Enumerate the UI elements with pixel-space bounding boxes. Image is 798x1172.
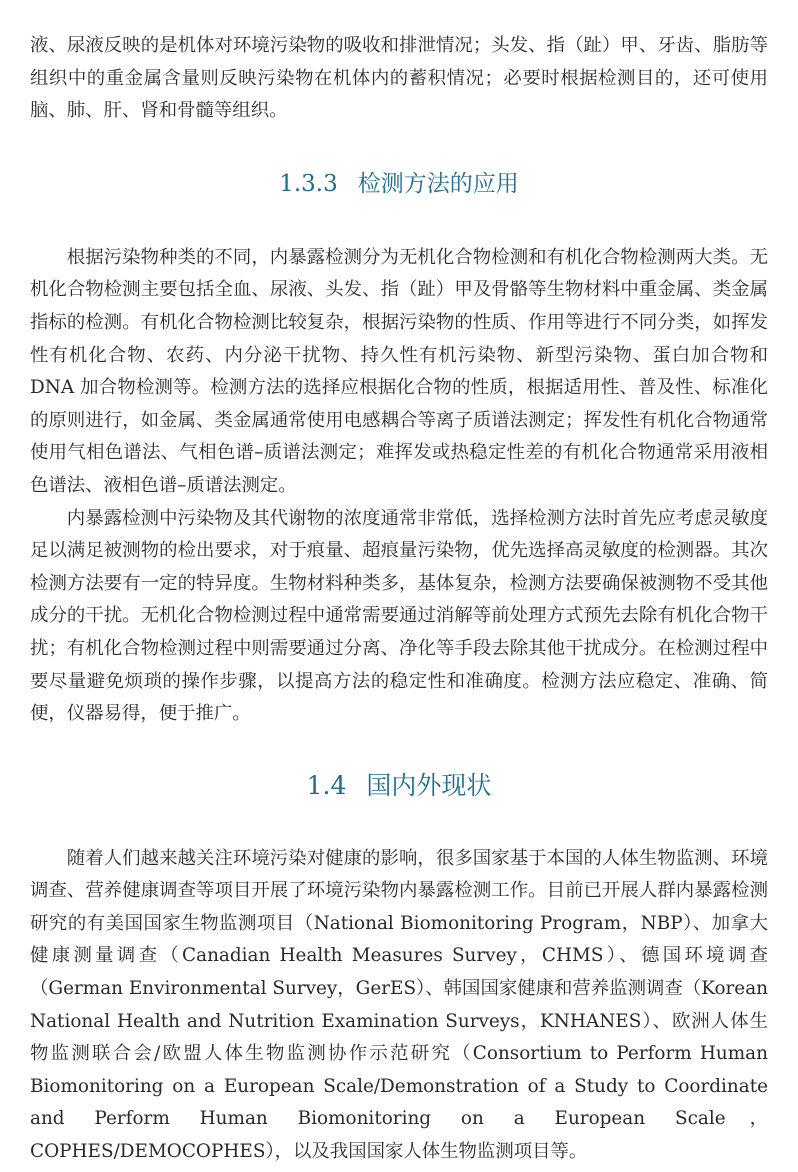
section-title: 国内外现状 [366, 770, 492, 800]
section-title: 检测方法的应用 [357, 170, 519, 197]
section-heading-1-3-3 [30, 168, 768, 200]
intro-paragraph: 液、尿液反映的是机体对环境污染物的吸收和排泄情况；头发、指（趾）甲、牙齿、脂肪等组织中的重金属含量则反映污染物在机体内的蓄积情况；必要时根据检测目的，还可使用脑、肺、肝、肾和骨髓等组织。 [30, 35, 768, 122]
document-page [30, 0, 768, 1169]
body-paragraph: 内暴露检测中污染物及其代谢物的浓度通常非常低，选择检测方法时首先应考虑灵敏度足以满足被测物的检出要求，对于痕量、超痕量污染物，优先选择高灵敏度的检测器。其次检测方法要有一定的特异度。生物材料种类多，基体复杂，检测方法要确保被测物不受其他成分的干扰。无机化合物检测过程中通常需要通过消解等前处理方式预先去除有机化合物干扰；有机化合物检测过程中则需要通过分离、净化等手段去除其他干扰成分。在检测过程中要尽量避免烦琐的操作步骤，以提高方法的稳定性和准确度。检测方法应稳定、准确、简便，仪器易得，便于推广。 [30, 507, 768, 725]
section-number: 1.4 [306, 770, 347, 800]
section-heading-1-4 [30, 769, 768, 803]
body-paragraph: 根据污染物种类的不同，内暴露检测分为无机化合物检测和有机化合物检测两大类。无机化合物检测主要包括全血、尿液、头发、指（趾）甲及骨骼等生物材料中重金属、类金属指标的检测。有机化合物检测比较复杂，根据污染物的性质、作用等进行不同分类，如挥发性有机化合物、农药、内分泌干扰物、持久性有机污染物、新型污染物、蛋白加合物和 DNA 加合物检测等。检测方法的选择应根据化合物的性质，根据适用性、普及性、标准化的原则进行，如金属、类金属通常使用电感耦合等离子质谱法测定；挥发性有机化合物通常使用气相色谱法、气相色谱–质谱法测定；难挥发或热稳定性差的有机化合物通常采用液相色谱法、液相色谱–质谱法测定。 [30, 246, 768, 496]
section-number: 1.3.3 [279, 170, 338, 197]
body-paragraph: 随着人们越来越关注环境污染对健康的影响，很多国家基于本国的人体生物监测、环境调查、营养健康调查等项目开展了环境污染物内暴露检测工作。目前已开展人群内暴露检测研究的有美国国家生物监测项目（National Biomonitoring Program，NBP）、加拿大健康测量调查（Canadian Health Measures Survey，CHMS）、德国环境调查（German Environmental Survey，GerES）、韩国国家健康和营养监测调查（Korean National Health and Nutrition Examination Surveys，KNHANES）、欧洲人体生物监测联合会/欧盟人体生物监测协作示范研究（Consortium to Perform Human Biomonitoring on a European Scale/Demonstration of a Study to Coordinate and Perform Human Biomonitoring on a European Scale，COPHES/DEMOCOPHES），以及我国国家人体生物监测项目等。 [30, 847, 768, 1163]
